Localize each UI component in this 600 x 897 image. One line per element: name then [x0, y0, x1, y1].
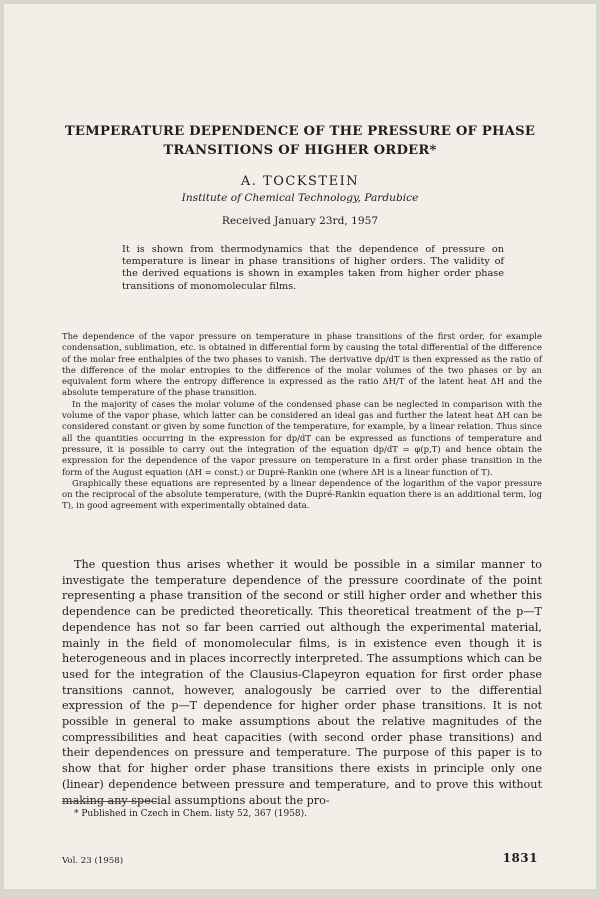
volume-label: Vol. 23 (1958) [62, 856, 124, 866]
received-date: Received January 23rd, 1957 [221, 215, 379, 227]
intro-paragraph: In the majority of cases the molar volume of the condensed phase can be neglected in comparison with the volume of the vapor phase, which latter can be considered an ideal gas and further the latent heat ΔH can be considered constant or given by some function of the temperature, for example, by a linear relation. Thus since all the quantities occurring in the expression for dp/dT can be expressed as functions of temperature and pressure, it is possible to carry out the integration of the equation dp/dT = φ(p,T) and hence obtain the expression for the dependence of the vapor pressure on temperature in a first order phase transition in the form of the August equation (ΔH = const.) or Dupré-Rankin one (where ΔH is a linear function of T). [62, 398, 542, 477]
intro-paragraph: Graphically these equations are represented by a linear dependence of the logarithm of the vapor pressure on the reciprocal of the absolute temperature, (with the Dupré-Rankin equation there is an additional term, log T), in good agreement with experimentally obtained data. [62, 477, 542, 511]
body-paragraph: The question thus arises whether it would be possible in a similar manner to investigate the temperature dependence of the pressure coordinate of the point representing a phase transition of the second or still higher order and whether this dependence can be predicted theoretically. This theoretical treatment of the p—T dependence has not so far been carried out although the experimental material, mainly in the field of monomolecular films, is in existence even though it is heterogeneous and in places incorrectly interpreted. The assumptions which can be used for the integration of the Clausius-Clapeyron equation for first order phase transitions cannot, however, analogously be carried over to the differential expression of the p—T dependence for higher order phase transitions. It is not possible in general to make assumptions about the relative magnitudes of the compressibilities and heat capacities (with second order phase transitions) and their dependences on pressure and temperature. The purpose of this paper is to show that for higher order phase transitions there exists in principle only one (linear) dependence between pressure and temperature, and to prove this without making any special assumptions about the pro- [62, 558, 542, 807]
intro-paragraph: The dependence of the vapor pressure on temperature in phase transitions of the first order, for example condensation, sublimation, etc. is obtained in differential form by causing the total differential of the difference of the molar free enthalpies of the two phases to vanish. The derivative dp/dT is then expressed as the ratio of the difference of the molar entropies to the difference of the molar volumes of the two phases or by an equivalent form where the entropy difference is expressed as the ratio ΔH/T of the latent heat ΔH and the absolute temperature of the phase transition. [62, 331, 542, 398]
introduction [62, 331, 542, 512]
author-affiliation: Institute of Chemical Technology, Pardubice [181, 192, 419, 204]
body-text [62, 557, 542, 808]
footnote: * Published in Czech in Chem. listy 52, 367 (1958). [74, 809, 308, 819]
page [4, 4, 596, 889]
author-name: A. TOCKSTEIN [240, 174, 360, 189]
footnote-divider [62, 801, 157, 802]
paper-title: TEMPERATURE DEPENDENCE OF THE PRESSURE OF PHASE TRANSITIONS OF HIGHER ORDER* [64, 124, 536, 158]
abstract: It is shown from thermodynamics that the dependence of pressure on temperature is linear in phase transitions of higher orders. The validity of the derived equations is shown in examples taken from higher order phase transitions of monomolecular films. [122, 244, 504, 292]
page-number: 1831 [502, 851, 538, 865]
